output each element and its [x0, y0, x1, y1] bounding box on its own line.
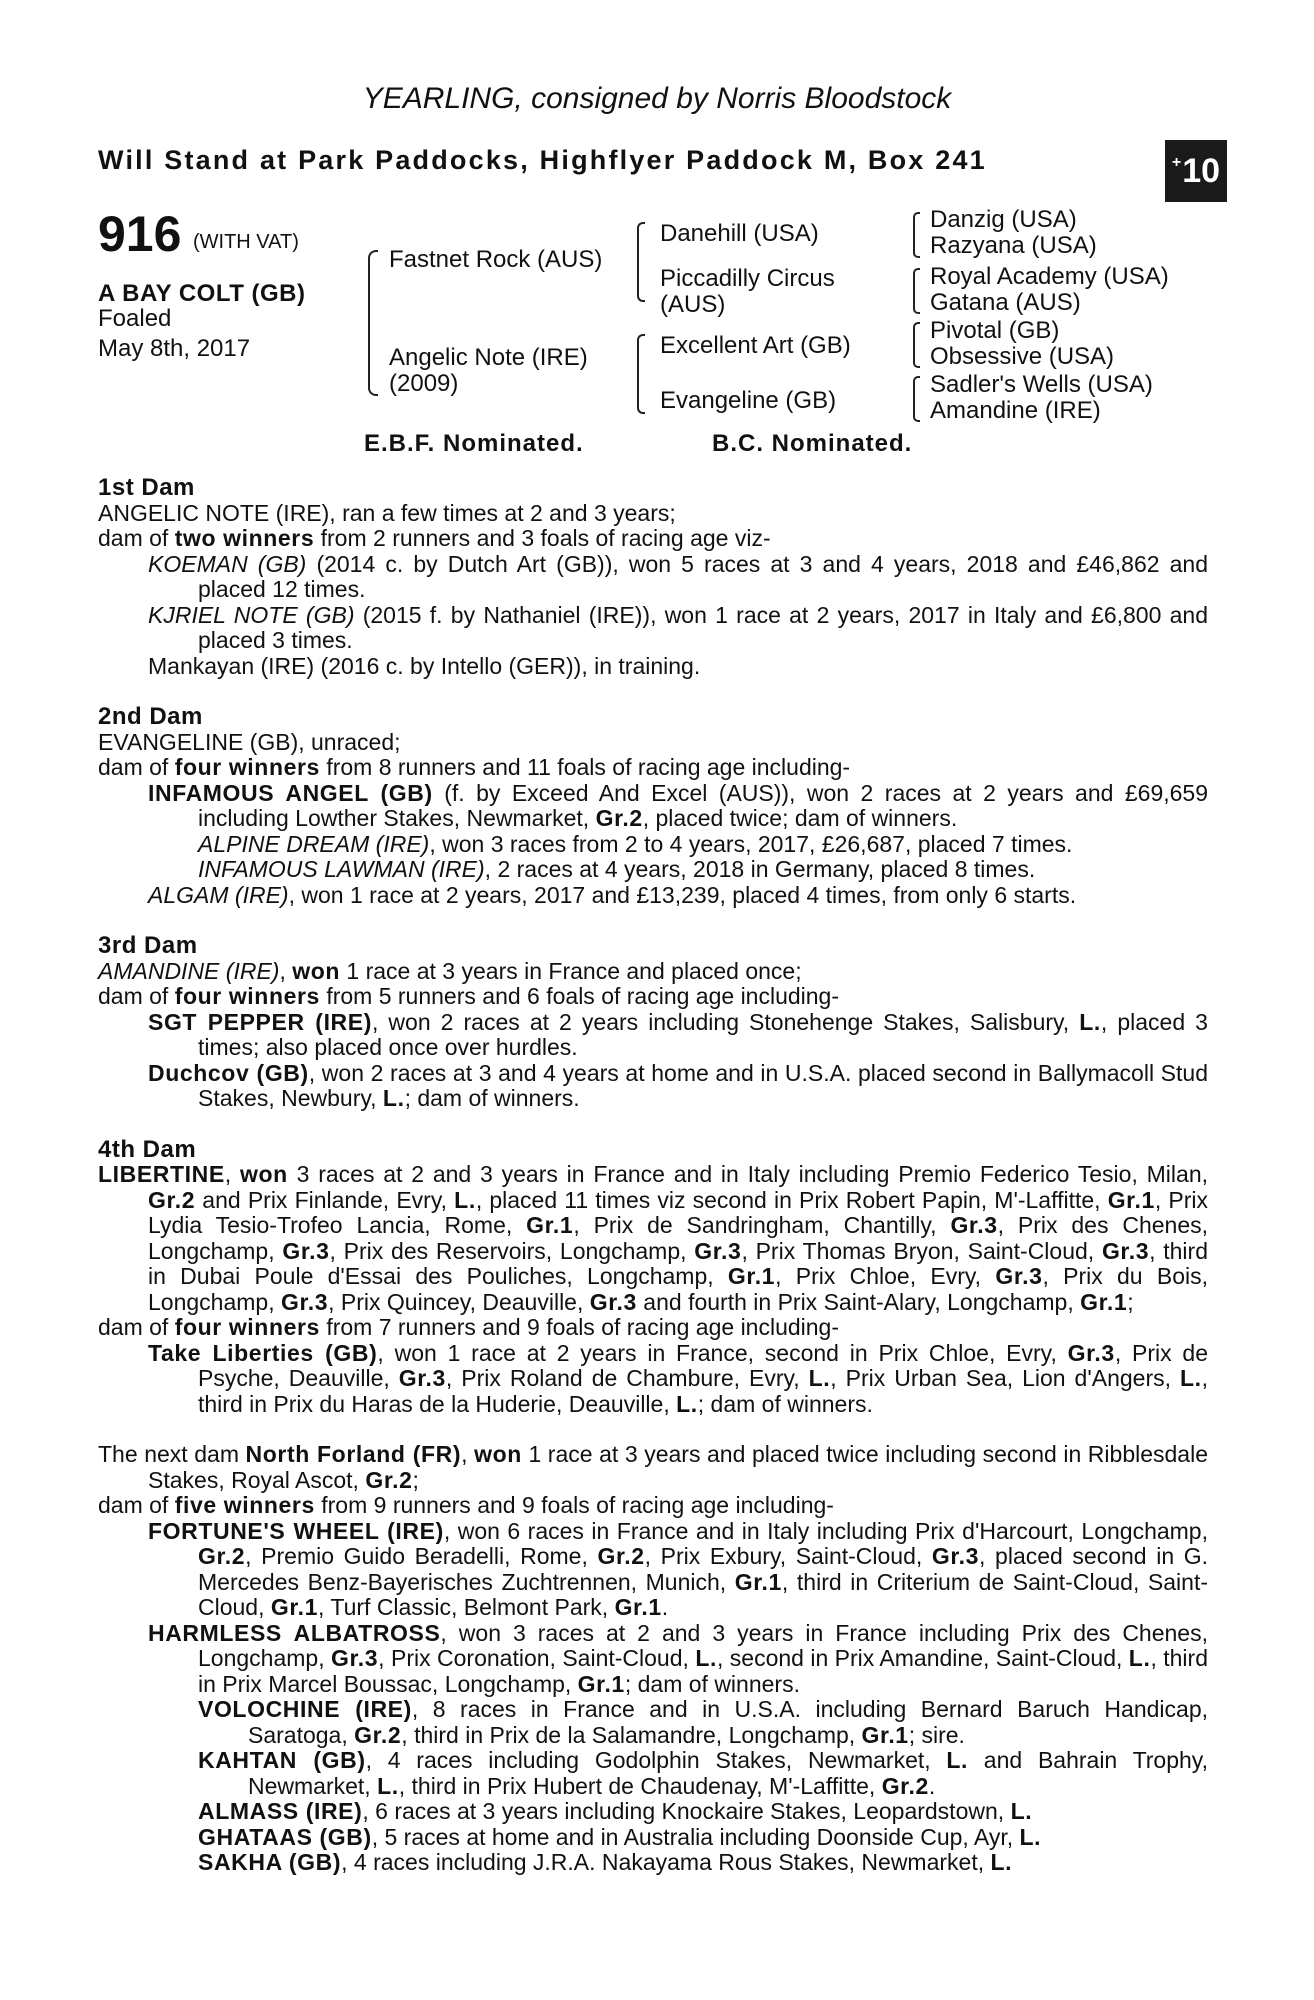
pedigree-brace-sire [637, 222, 645, 302]
badge-number: 10 [1182, 151, 1221, 190]
badge-plus: + [1171, 154, 1182, 171]
progeny-entry: Mankayan (IRE) (2016 c. by Intello (GER)), in training. [148, 652, 701, 679]
stand-location: Will Stand at Park Paddocks, Highflyer Paddock M, Box 241 [98, 145, 987, 175]
bc-nominated: B.C. Nominated. [712, 430, 913, 457]
progeny-entry: SGT PEPPER (IRE), won 2 races at 2 years including Stonehenge Stakes, Salisbury, L., placed 3 times; also placed once over hurdles. [148, 1008, 1208, 1060]
page-subtitle: YEARLING, consigned by Norris Bloodstock [362, 82, 952, 115]
pedigree-brace-sd [913, 268, 920, 314]
foaled-info [98, 304, 250, 364]
progeny-entry: INFAMOUS ANGEL (GB) (f. by Exceed And Excel (AUS)), won 2 races at 2 years and £69,659 including Lowther Stakes, Newmarket, Gr.2, placed twice; dam of winners. [148, 779, 1209, 831]
progeny-entry: GHATAAS (GB), 5 races at home and in Australia including Doonside Cup, Ayr, L. [198, 1823, 1042, 1850]
pedigree-g2: Razyana (USA) [930, 232, 1097, 259]
pedigree-sire-dam-country: (AUS) [660, 291, 726, 318]
pedigree-sire: Fastnet Rock (AUS) [389, 246, 603, 273]
second-dam-produce: dam of four winners from 8 runners and 11 foals of racing age including- [98, 754, 851, 780]
page-badge [1165, 140, 1227, 202]
third-dam-produce: dam of four winners from 5 runners and 6 foals of racing age including- [98, 983, 840, 1009]
catalogue-body [98, 475, 1208, 1876]
pedigree-sire-sire: Danehill (USA) [660, 220, 819, 247]
pedigree-g3: Royal Academy (USA) [930, 263, 1169, 290]
pedigree-dam-sire: Excellent Art (GB) [660, 332, 851, 359]
pedigree-dam-year: (2009) [389, 370, 459, 397]
third-dam-heading: 3rd Dam [98, 932, 198, 959]
lot-number: 916 [98, 206, 182, 262]
fourth-dam-line: LIBERTINE, won 3 races at 2 and 3 years in France and in Italy including Premio Federico Tesio, Milan, Gr.2 and Prix Finlande, Evry, L., placed 11 times viz second in Prix Robert Papin, M'-Laffitte, Gr.1, Prix Lydia Tesio-Trofeo Lancia, Rome, Gr.1, Prix de Sandringham, Chantilly, Gr.3, Prix des Chenes, Longchamp, Gr.3, Prix des Reservoirs, Longchamp, Gr.3, Prix Thomas Bryon, Saint-Cloud, Gr.3, third in Dubai Poule d'Essai des Pouliches, Longchamp, Gr.1, Prix Chloe, Evry, Gr.3, Prix du Bois, Longchamp, Gr.3, Prix Quincey, Deauville, Gr.3 and fourth in Prix Saint-Alary, Longchamp, Gr.1; [98, 1161, 1209, 1315]
pedigree-g7: Sadler's Wells (USA) [930, 371, 1153, 398]
progeny-entry: KOEMAN (GB) (2014 c. by Dutch Art (GB)), won 5 races at 3 and 4 years, 2018 and £46,862 and placed 12 times. [148, 550, 1209, 602]
first-dam-heading: 1st Dam [98, 474, 195, 501]
progeny-entry: SAKHA (GB), 4 races including J.R.A. Nakayama Rous Stakes, Newmarket, L. [198, 1849, 1013, 1875]
pedigree-g5: Pivotal (GB) [930, 317, 1060, 344]
first-dam-line: ANGELIC NOTE (IRE), ran a few times at 2 and 3 years; [98, 499, 676, 526]
progeny-entry: HARMLESS ALBATROSS, won 3 races at 2 and 3 years in France including Prix des Chenes, Longchamp, Gr.3, Prix Coronation, Saint-Cloud, L., second in Prix Amandine, Saint-Cloud, L., third in Prix Marcel Boussac, Longchamp, Gr.1; dam of winners. [148, 1619, 1208, 1697]
lot-title: A BAY COLT (GB) [98, 280, 306, 307]
foaled-label: Foaled [98, 305, 172, 332]
second-dam-heading: 2nd Dam [98, 703, 203, 730]
progeny-entry: ALGAM (IRE), won 1 race at 2 years, 2017 and £13,239, placed 4 times, from only 6 starts. [148, 881, 1077, 908]
progeny-entry: ALPINE DREAM (IRE), won 3 races from 2 to 4 years, 2017, £26,687, placed 7 times. [198, 830, 1073, 857]
progeny-entry: INFAMOUS LAWMAN (IRE), 2 races at 4 years, 2018 in Germany, placed 8 times. [198, 856, 1036, 882]
progeny-entry: ALMASS (IRE), 6 races at 3 years including Knockaire Stakes, Leopardstown, L. [198, 1798, 1033, 1824]
third-dam-line: AMANDINE (IRE), won 1 race at 3 years in France and placed once; [98, 957, 802, 984]
progeny-entry: FORTUNE'S WHEEL (IRE), won 6 races in France and in Italy including Prix d'Harcourt, Longchamp, Gr.2, Premio Guido Beradelli, Rome, Gr.2, Prix Exbury, Saint-Cloud, Gr.3, placed second in G. Mercedes Benz-Bayerisches Zuchtrennen, Munich, Gr.1, third in Criterium de Saint-Cloud, Saint-Cloud, Gr.1, Turf Classic, Belmont Park, Gr.1. [148, 1517, 1209, 1620]
pedigree-dam-dam: Evangeline (GB) [660, 387, 837, 414]
pedigree-g4: Gatana (AUS) [930, 289, 1081, 316]
pedigree-g1: Danzig (USA) [930, 206, 1077, 233]
foaled-date: May 8th, 2017 [98, 335, 251, 362]
pedigree-brace-dd [913, 376, 920, 422]
pedigree-sire-dam-name: Piccadilly Circus [660, 265, 835, 292]
ebf-nominated: E.B.F. Nominated. [364, 430, 584, 457]
next-dam-line: The next dam North Forland (FR), won 1 race at 3 years and placed twice including second in Ribblesdale Stakes, Royal Ascot, Gr.2; [98, 1441, 1208, 1493]
pedigree-g8: Amandine (IRE) [930, 397, 1101, 424]
first-dam-produce: dam of two winners from 2 runners and 3 foals of racing age viz- [98, 525, 771, 551]
pedigree-brace-ds [913, 322, 920, 368]
pedigree-g6: Obsessive (USA) [930, 343, 1115, 370]
pedigree-brace-main [368, 250, 378, 396]
next-dam-produce: dam of five winners from 9 runners and 9 foals of racing age including- [98, 1492, 834, 1518]
progeny-entry: VOLOCHINE (IRE), 8 races in France and in U.S.A. including Bernard Baruch Handicap, Saratoga, Gr.2, third in Prix de la Salamandre, Longchamp, Gr.1; sire. [198, 1696, 1208, 1748]
pedigree-brace-ss [913, 212, 920, 258]
progeny-entry: Duchcov (GB), won 2 races at 3 and 4 years at home and in U.S.A. placed second in Ballymacoll Stud Stakes, Newbury, L.; dam of winners. [148, 1059, 1208, 1111]
vat-note: (WITH VAT) [193, 231, 299, 253]
pedigree-dam-name: Angelic Note (IRE) [389, 344, 588, 371]
progeny-entry: Take Liberties (GB), won 1 race at 2 years in France, second in Prix Chloe, Evry, Gr.3, Prix de Psyche, Deauville, Gr.3, Prix Roland de Chambure, Evry, L., Prix Urban Sea, Lion d'Angers, L., third in Prix du Haras de la Huderie, Deauville, L.; dam of winners. [148, 1339, 1208, 1417]
pedigree-sire-dam [660, 266, 835, 318]
pedigree-dam [389, 345, 588, 397]
pedigree-brace-dam [637, 334, 645, 414]
fourth-dam-heading: 4th Dam [98, 1135, 197, 1163]
fourth-dam-produce: dam of four winners from 7 runners and 9 foals of racing age including- [98, 1314, 840, 1340]
progeny-entry: KAHTAN (GB), 4 races including Godolphin Stakes, Newmarket, L. and Bahrain Trophy, Newmarket, L., third in Prix Hubert de Chaudenay, M'-Laffitte, Gr.2. [198, 1747, 1208, 1799]
progeny-entry: KJRIEL NOTE (GB) (2015 f. by Nathaniel (IRE)), won 1 race at 2 years, 2017 in Italy and £6,800 and placed 3 times. [148, 601, 1209, 653]
second-dam-line: EVANGELINE (GB), unraced; [98, 728, 401, 755]
